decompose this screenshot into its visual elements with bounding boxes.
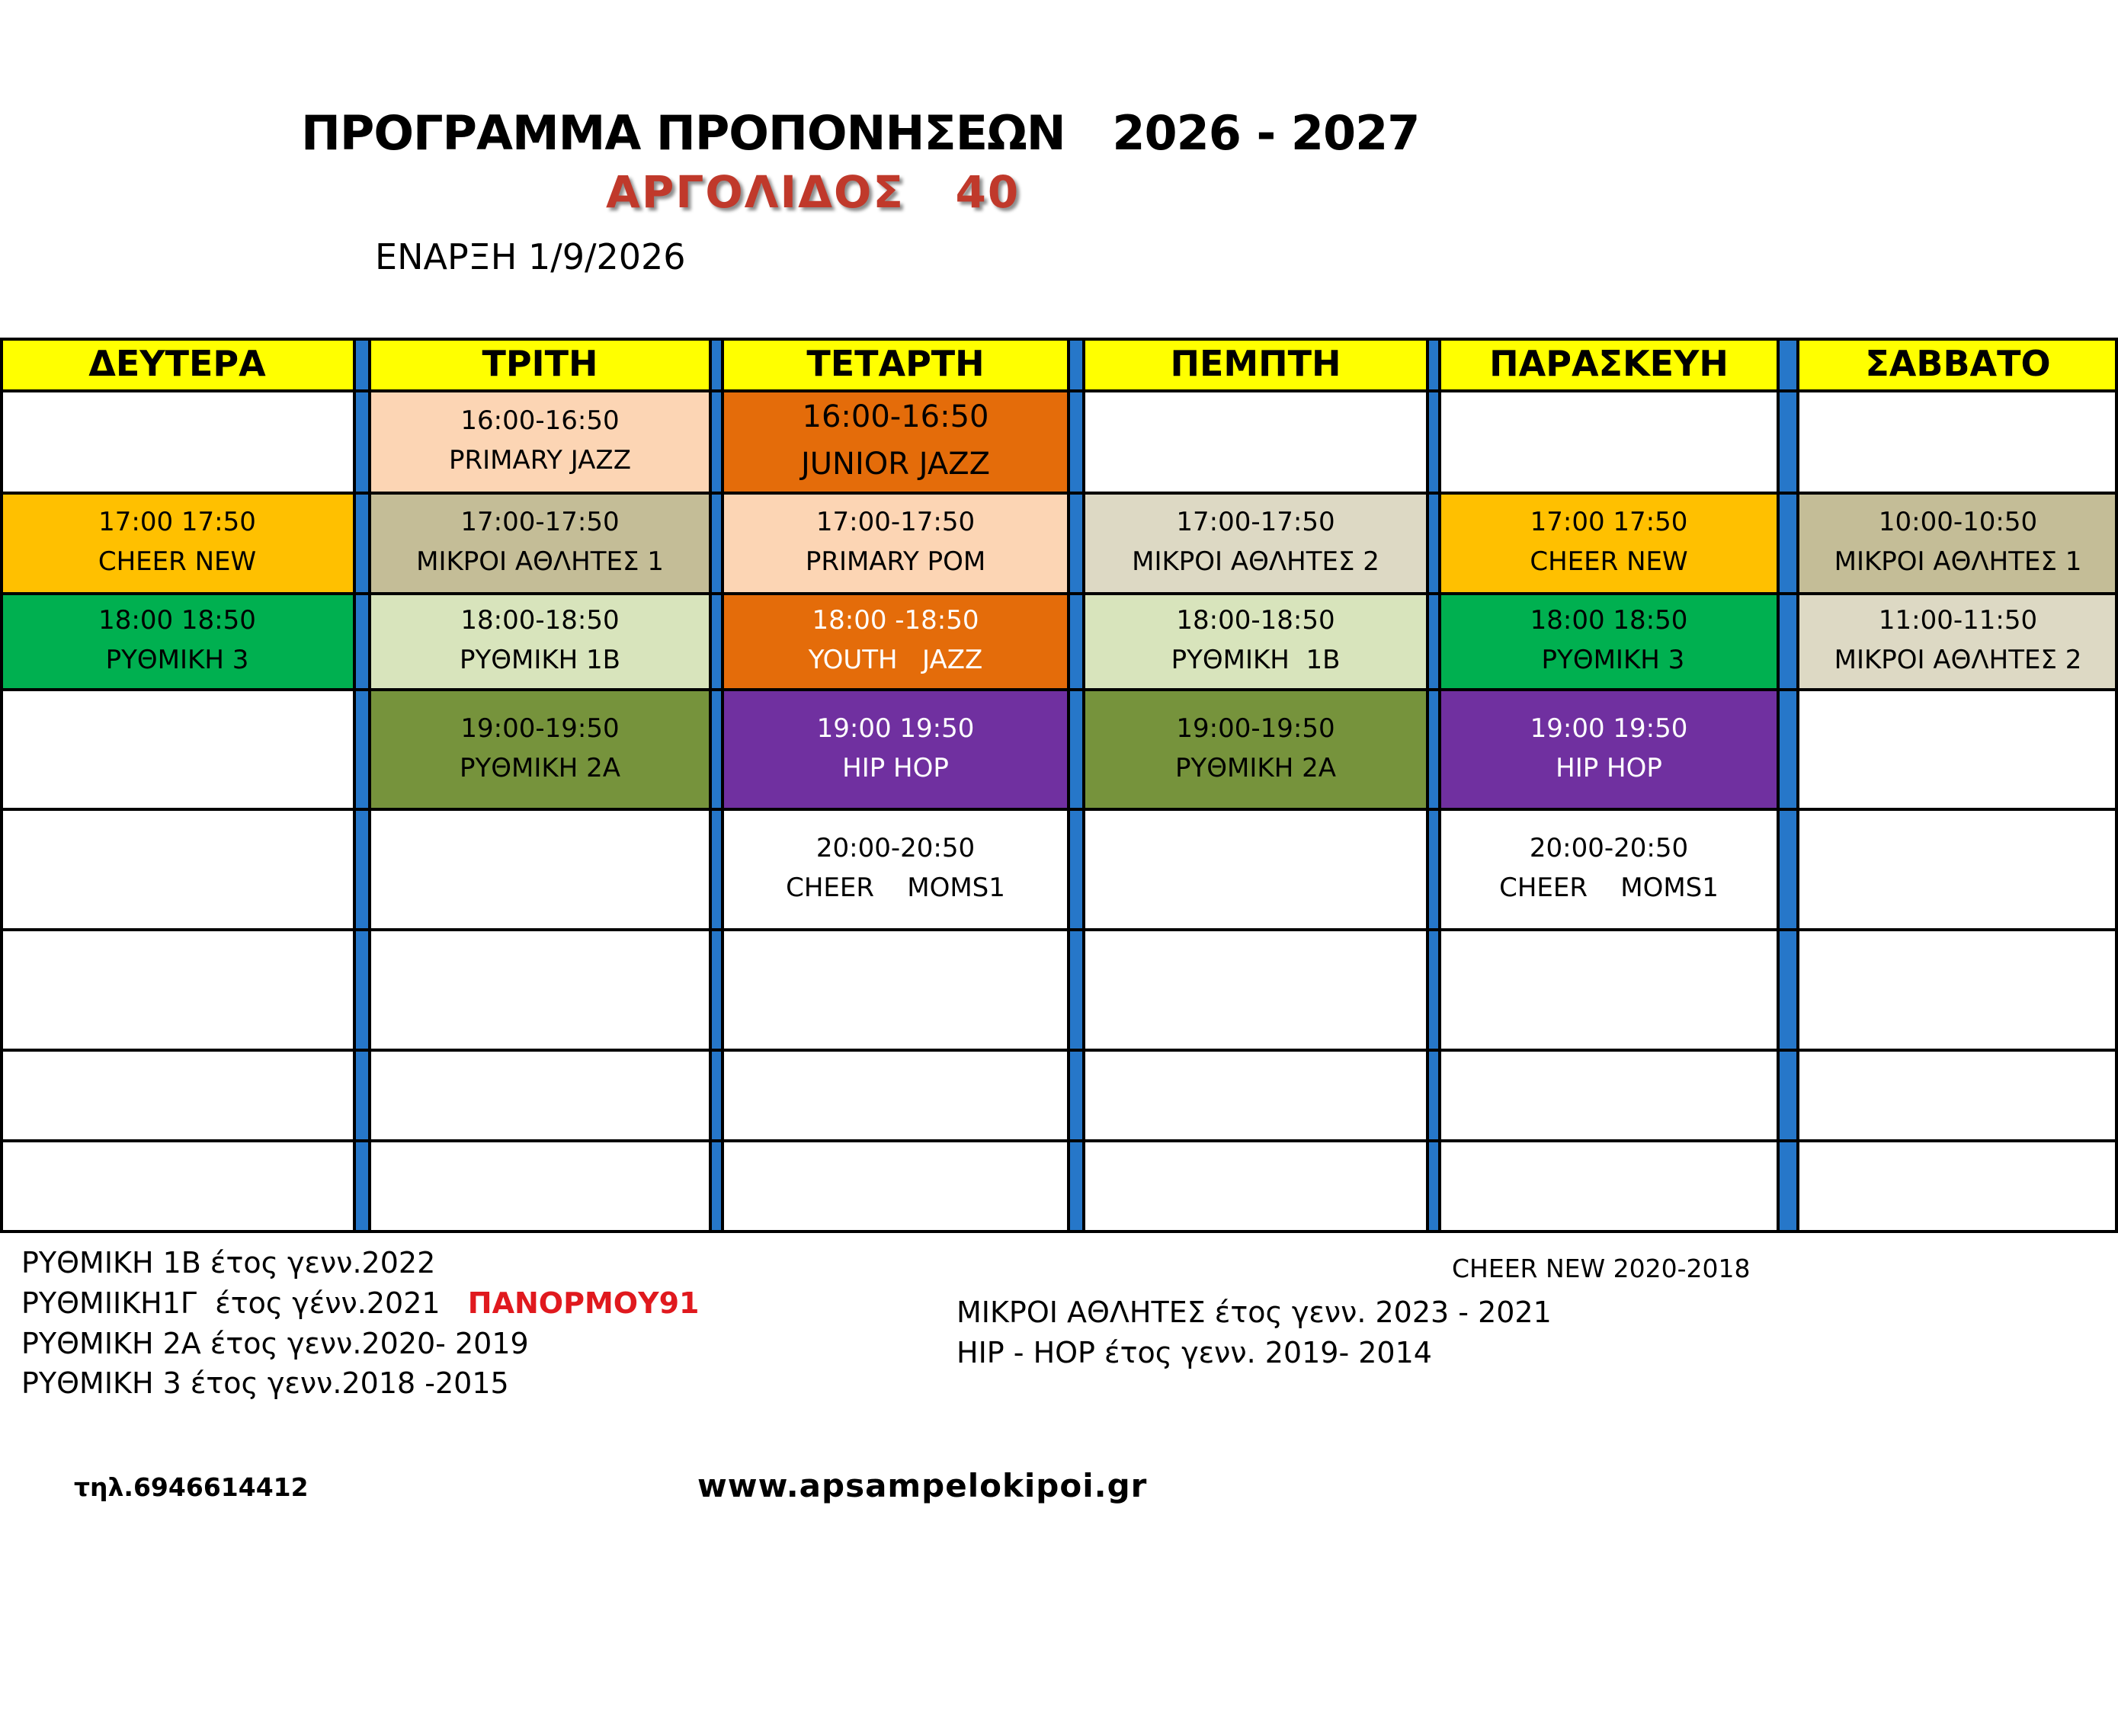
class-time: 20:00-20:50 xyxy=(815,833,976,863)
schedule-cell xyxy=(0,1139,354,1233)
class-name: ΡΥΘΜΙΚΗ 3 xyxy=(1533,645,1685,675)
class-time: 10:00-10:50 xyxy=(1878,507,2038,537)
grid-line xyxy=(1067,338,1070,1233)
schedule-cell xyxy=(1440,688,1778,808)
schedule-cell xyxy=(1440,928,1778,1049)
day-header: ΣΑΒΒΑΤΟ xyxy=(1798,338,2118,389)
schedule-cell xyxy=(723,389,1069,492)
grid-line xyxy=(1082,338,1085,1233)
grid-line xyxy=(709,338,712,1233)
schedule-cell xyxy=(1440,592,1778,688)
schedule-cell xyxy=(0,928,354,1049)
grid-line xyxy=(0,338,2118,341)
class-time: 19:00 19:50 xyxy=(1530,713,1688,744)
class-time: 19:00-19:50 xyxy=(1176,713,1335,744)
schedule-cell xyxy=(723,808,1069,928)
schedule-cell xyxy=(1798,592,2118,688)
class-name: PRIMARY JAZZ xyxy=(448,445,632,476)
schedule-cell xyxy=(370,808,710,928)
schedule-cell xyxy=(0,688,354,808)
class-time: 19:00-19:50 xyxy=(460,713,620,744)
note-text: ΡΥΘΜΙΙΚΗ1Γ έτος γένν.2021 xyxy=(21,1286,468,1320)
grid-line xyxy=(2115,338,2118,1233)
class-time: 20:00-20:50 xyxy=(1529,833,1689,863)
class-time: 17:00 17:50 xyxy=(1530,507,1688,537)
schedule-cell xyxy=(1084,592,1427,688)
class-time: 17:00-17:50 xyxy=(815,507,976,537)
page-subtitle: ΑΡΓΟΛΙΔΟΣ 40 xyxy=(606,166,1021,218)
class-time: 18:00-18:50 xyxy=(1176,605,1335,636)
day-header: ΔΕΥΤΕΡΑ xyxy=(0,338,354,389)
class-name: YOUTH JAZZ xyxy=(808,645,983,675)
grid-line xyxy=(0,338,3,1233)
schedule-cell xyxy=(1084,928,1427,1049)
schedule-cell xyxy=(1798,928,2118,1049)
phone-number: τηλ.6946614412 xyxy=(74,1472,309,1502)
schedule-cell xyxy=(1798,492,2118,592)
class-name: HIP HOP xyxy=(1556,752,1662,783)
class-name: ΡΥΘΜΙΚΗ 1Β xyxy=(1171,645,1341,675)
class-name: ΡΥΘΜΙΚΗ 2Α xyxy=(1175,752,1336,783)
schedule-cell xyxy=(723,1049,1069,1139)
grid-line xyxy=(1777,338,1780,1233)
note-location: ΠΑΝΟΡΜΟΥ91 xyxy=(467,1286,700,1320)
note-line xyxy=(21,1366,509,1400)
note-line xyxy=(21,1286,699,1320)
schedule-cell xyxy=(370,492,710,592)
schedule-cell xyxy=(370,389,710,492)
grid-line xyxy=(0,808,2118,811)
day-header: ΤΕΤΑΡΤΗ xyxy=(723,338,1069,389)
schedule-cell xyxy=(0,592,354,688)
schedule-cell xyxy=(370,592,710,688)
schedule-cell xyxy=(1798,1049,2118,1139)
schedule-cell xyxy=(0,808,354,928)
note-line: HIP - HOP έτος γενν. 2019- 2014 xyxy=(956,1336,1432,1369)
class-name: ΜΙΚΡΟΙ ΑΘΛΗΤΕΣ 1 xyxy=(1834,546,2082,577)
schedule-cell xyxy=(1084,688,1427,808)
schedule-cell xyxy=(1440,389,1778,492)
class-time: 18:00 -18:50 xyxy=(812,605,979,636)
grid-line xyxy=(0,592,2118,595)
schedule-cell xyxy=(370,928,710,1049)
start-date: ΕΝΑΡΞΗ 1/9/2026 xyxy=(375,236,686,277)
class-name: ΡΥΘΜΙΚΗ 3 xyxy=(105,645,249,675)
schedule-table xyxy=(0,338,2118,1233)
schedule-cell xyxy=(1798,688,2118,808)
schedule-cell xyxy=(370,1049,710,1139)
schedule-cell xyxy=(370,1139,710,1233)
class-time: 19:00 19:50 xyxy=(816,713,975,744)
grid-line xyxy=(0,1139,2118,1142)
schedule-cell xyxy=(1084,1049,1427,1139)
note-text: ΡΥΘΜΙΚΗ 1Β έτος γενν.2022 xyxy=(21,1246,436,1280)
grid-line xyxy=(1438,338,1441,1233)
class-name: CHEER NEW xyxy=(98,546,257,577)
class-time: 17:00-17:50 xyxy=(460,507,620,537)
day-header: ΠΕΜΠΤΗ xyxy=(1084,338,1427,389)
schedule-cell xyxy=(723,592,1069,688)
schedule-cell xyxy=(0,389,354,492)
schedule-cell xyxy=(1084,389,1427,492)
class-time: 11:00-11:50 xyxy=(1878,605,2038,636)
class-name: CHEER NEW xyxy=(1530,546,1688,577)
schedule-cell xyxy=(1440,1049,1778,1139)
note-cheer-new: CHEER NEW 2020-2018 xyxy=(1452,1254,1751,1283)
schedule-cell xyxy=(1440,492,1778,592)
schedule-cell xyxy=(1798,389,2118,492)
class-time: 17:00-17:50 xyxy=(1176,507,1335,537)
grid-line xyxy=(353,338,356,1233)
class-name: ΡΥΘΜΙΚΗ 2Α xyxy=(460,752,620,783)
page-title: ΠΡΟΓΡΑΜΜΑ ΠΡΟΠΟΝΗΣΕΩΝ 2026 - 2027 xyxy=(301,105,1420,161)
class-time: 16:00-16:50 xyxy=(460,405,620,436)
grid-line xyxy=(1426,338,1429,1233)
day-header: ΤΡΙΤΗ xyxy=(370,338,710,389)
schedule-cell xyxy=(723,688,1069,808)
note-line xyxy=(21,1246,435,1280)
note-line xyxy=(21,1327,529,1360)
column-separator xyxy=(1778,338,1798,1233)
class-name: HIP HOP xyxy=(842,752,949,783)
class-name: ΡΥΘΜΙΚΗ 1Β xyxy=(459,645,621,675)
grid-line xyxy=(0,492,2118,495)
grid-line xyxy=(368,338,371,1233)
schedule-cell xyxy=(0,492,354,592)
class-name: ΜΙΚΡΟΙ ΑΘΛΗΤΕΣ 2 xyxy=(1132,546,1379,577)
schedule-cell xyxy=(723,928,1069,1049)
grid-line xyxy=(0,389,2118,392)
class-name: ΜΙΚΡΟΙ ΑΘΛΗΤΕΣ 1 xyxy=(416,546,664,577)
schedule-cell xyxy=(1084,492,1427,592)
note-line: ΜΙΚΡΟΙ ΑΘΛΗΤΕΣ έτος γενν. 2023 - 2021 xyxy=(956,1296,1552,1329)
class-time: 16:00-16:50 xyxy=(802,399,989,434)
class-name: JUNIOR JAZZ xyxy=(800,447,991,482)
schedule-cell xyxy=(1440,808,1778,928)
grid-line xyxy=(721,338,724,1233)
schedule-cell xyxy=(723,492,1069,592)
class-time: 18:00 18:50 xyxy=(98,605,256,636)
schedule-cell xyxy=(1084,1139,1427,1233)
class-name: ΜΙΚΡΟΙ ΑΘΛΗΤΕΣ 2 xyxy=(1834,645,2082,675)
class-time: 18:00 18:50 xyxy=(1530,605,1688,636)
column-separator xyxy=(354,338,370,1233)
schedule-cell xyxy=(370,688,710,808)
grid-line xyxy=(0,1230,2118,1233)
class-time: 17:00 17:50 xyxy=(98,507,256,537)
day-header: ΠΑΡΑΣΚΕΥΗ xyxy=(1440,338,1778,389)
grid-line xyxy=(0,928,2118,931)
grid-line xyxy=(1796,338,1799,1233)
schedule-cell xyxy=(723,1139,1069,1233)
class-name: CHEER MOMS1 xyxy=(1499,873,1719,903)
grid-line xyxy=(0,688,2118,691)
note-text: ΡΥΘΜΙΚΗ 3 έτος γενν.2018 -2015 xyxy=(21,1366,509,1400)
note-text: ΡΥΘΜΙΚΗ 2Α έτος γενν.2020- 2019 xyxy=(21,1327,529,1360)
schedule-cell xyxy=(1084,808,1427,928)
website-link[interactable]: www.apsampelokipoi.gr xyxy=(697,1467,1148,1504)
class-name: CHEER MOMS1 xyxy=(786,873,1005,903)
class-name: PRIMARY POM xyxy=(805,546,986,577)
schedule-cell xyxy=(1798,808,2118,928)
grid-line xyxy=(0,1049,2118,1052)
schedule-cell xyxy=(1798,1139,2118,1233)
schedule-cell xyxy=(1440,1139,1778,1233)
schedule-cell xyxy=(0,1049,354,1139)
class-time: 18:00-18:50 xyxy=(460,605,620,636)
column-separator xyxy=(1069,338,1084,1233)
